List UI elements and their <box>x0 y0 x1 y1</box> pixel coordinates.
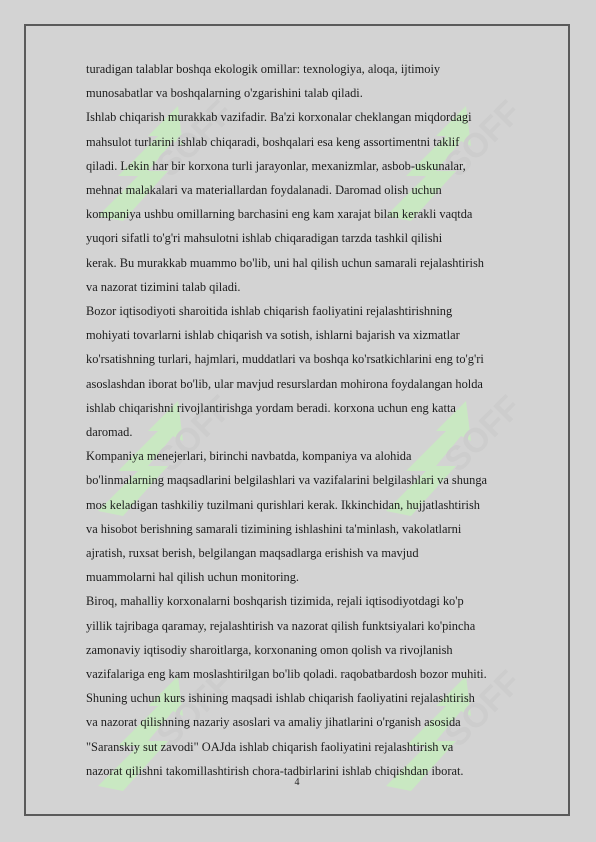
text-line: vazifalariga eng kam moslashtirilgan bo'lib qoladi. raqobatbardosh bozor muhiti. <box>86 667 487 682</box>
page-number: 4 <box>294 777 300 788</box>
text-line: mahsulot turlarini ishlab chiqaradi, boshqalari esa keng assortimentni taklif <box>86 134 460 149</box>
text-line: zamonaviy iqtisodiy sharoitlarga, korxonaning omon qolish va rivojlanish <box>86 642 453 657</box>
text-line: Shuning uchun kurs ishining maqsadi ishlab chiqarish faoliyatini rejalashtirish <box>86 691 475 706</box>
text-line: mos keladigan tashkiliy tuzilmani qurishlari kerak. Ikkinchidan, hujjatlashtirish <box>86 497 481 512</box>
text-line: ko'rsatishning turlari, hajmlari, muddatlari va boshqa ko'rsatkichlarini eng to'g'ri <box>86 352 484 367</box>
text-line: bo'linmalarning maqsadlarini belgilashlari va vazifalarini belgilashlari va shunga <box>86 473 488 488</box>
text-line: va nazorat qilishning nazariy asoslari va amaliy jihatlarini o'rganish asosida <box>86 715 461 730</box>
svg-text:SOFF: SOFF <box>149 388 241 480</box>
svg-text:SOFF: SOFF <box>149 663 241 755</box>
svg-text:SOFF: SOFF <box>437 663 529 755</box>
text-line: munosabatlar va boshqalarning o'zgarishini talab qiladi. <box>86 86 363 101</box>
text-line: Biroq, mahalliy korxonalarni boshqarish tizimida, rejali iqtisodiyotdagi ko'p <box>86 594 464 609</box>
text-line: kompaniya ushbu omillarning barchasini eng kam xarajat bilan kerakli vaqtda <box>86 207 473 222</box>
svg-text:SOFF: SOFF <box>437 93 529 185</box>
text-line: ishlab chiqarishni rivojlantirishga yordam beradi. korxona uchun eng katta <box>86 400 456 415</box>
text-line: mehnat malakalari va materiallardan foydalanadi. Daromad olish uchun <box>86 183 442 198</box>
text-line: "Saranskiy sut zavodi" OAJda ishlab chiqarish faoliyatini rejalashtirish va <box>86 739 454 754</box>
body-text <box>86 57 541 783</box>
text-line: ajratish, ruxsat berish, belgilangan maqsadlarga erishish va mavjud <box>86 546 419 561</box>
text-line: qiladi. Lekin har bir korxona turli jarayonlar, mexanizmlar, asbob-uskunalar, <box>86 158 466 173</box>
text-line: va hisobot berishning samarali tizimining ishlashini ta'minlash, vakolatlarni <box>86 521 462 536</box>
document-page <box>24 24 570 816</box>
text-line: Bozor iqtisodiyoti sharoitida ishlab chiqarish faoliyatini rejalashtirishning <box>86 304 453 319</box>
text-line: turadigan talablar boshqa ekologik omillar: texnologiya, aloqa, ijtimoiy <box>86 62 441 76</box>
text-line: Ishlab chiqarish murakkab vazifadir. Ba'zi korxonalar cheklangan miqdordagi <box>86 110 472 125</box>
text-line: muammolarni hal qilish uchun monitoring. <box>86 570 300 585</box>
text-line: mohiyati tovarlarni ishlab chiqarish va sotish, ishlarni bajarish va xizmatlar <box>86 328 460 343</box>
svg-text:SOFF: SOFF <box>149 93 241 185</box>
svg-text:SOFF: SOFF <box>437 388 529 480</box>
text-line: asoslashdan iborat bo'lib, ular mavjud resurslardan mohirona foydalangan holda <box>86 376 483 391</box>
text-line: yillik tajribaga qaramay, rejalashtirish va nazorat qilish funktsiyalari ko'pincha <box>86 618 476 633</box>
text-line: va nazorat tizimini talab qiladi. <box>86 279 241 294</box>
text-line: Kompaniya menejerlari, birinchi navbatda, kompaniya va alohida <box>86 449 412 464</box>
text-line: daromad. <box>86 425 133 440</box>
text-line: nazorat qilishni takomillashtirish chora-tadbirlarini ishlab chiqishdan iborat. <box>86 763 464 778</box>
text-line: yuqori sifatli to'g'ri mahsulotni ishlab chiqaradigan tarzda tashkil qilishi <box>86 231 443 246</box>
text-line: kerak. Bu murakkab muammo bo'lib, uni hal qilish uchun samarali rejalashtirish <box>86 255 484 270</box>
